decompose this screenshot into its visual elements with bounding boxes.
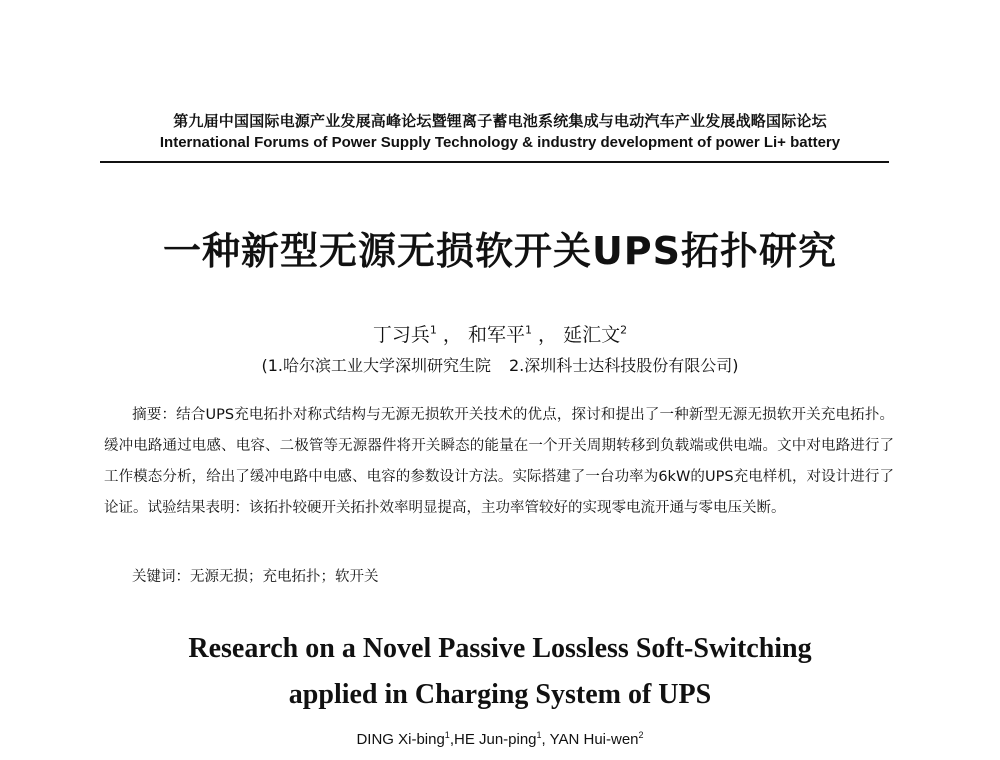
- paper-title-en-line-2: applied in Charging System of UPS: [288, 679, 712, 710]
- abstract-text: 结合UPS充电拓扑对称式结构与无源无损软开关技术的优点，探讨和提出了一种新型无源无损软开关充电拓扑。缓冲电路通过电感、电容、二极管等无源器件将开关瞬态的能量在一个开关周期转移到负载端或供电端。文中对电路进行了工作模态分析，给出了缓冲电路中电感、电容的参数设计方法。实际搭建了一台功率为6kW的UPS充电样机，对设计进行了论证。试验结果表明：该拓扑较硬开关拓扑效率明显提高，主功率管较好的实现零电流开通与零电压关断。: [104, 407, 895, 516]
- abstract: [104, 400, 894, 524]
- author-affiliation-mark: 1: [525, 323, 532, 337]
- author-name: 丁习兵: [372, 324, 430, 346]
- conference-title-en: International Forums of Power Supply Technology & industry development of power Li+ battery: [159, 134, 841, 151]
- affiliation-open-paren: (: [261, 356, 268, 375]
- conference-title-cn: 第九届中国国际电源产业发展高峰论坛暨锂离子蓄电池系统集成与电动汽车产业发展战略国际论坛: [173, 112, 827, 130]
- author-name-en: DING Xi-bing: [356, 731, 445, 748]
- authors-cn: [60, 320, 940, 347]
- author-affiliation-mark: 2: [620, 323, 628, 337]
- affiliations: [60, 353, 940, 376]
- author-name-en: ,HE Jun-ping: [449, 731, 537, 748]
- author-separator: ，: [538, 324, 558, 346]
- author-affiliation-mark: 2: [638, 730, 644, 740]
- paper-title-en: [60, 626, 940, 718]
- keywords: [132, 562, 892, 592]
- author-affiliation-mark: 1: [429, 323, 437, 337]
- author-name-en: , YAN Hui-wen: [541, 731, 639, 748]
- keywords-label: 关键词：: [132, 569, 190, 585]
- affiliation-close-paren: ): [732, 356, 739, 375]
- author-affiliation-mark: 1: [444, 730, 450, 740]
- keywords-text: 无源无损；充电拓扑；软开关: [190, 569, 379, 585]
- author-separator: ，: [442, 324, 462, 346]
- affiliation-1: 1.哈尔滨工业大学深圳研究生院: [267, 356, 491, 375]
- author-name: 和军平: [467, 324, 525, 346]
- paper-title-en-line-1: Research on a Novel Passive Lossless Soft-Switching: [188, 633, 812, 664]
- author-name: 延汇文: [563, 324, 621, 346]
- abstract-label: 摘要：: [132, 407, 177, 423]
- author-affiliation-mark: 1: [536, 730, 542, 740]
- header-divider: [100, 161, 889, 163]
- authors-en: [60, 730, 940, 748]
- affiliation-2: 2.深圳科士达科技股份有限公司: [509, 356, 733, 375]
- paper-title-cn: 一种新型无源无损软开关UPS拓扑研究: [162, 229, 838, 273]
